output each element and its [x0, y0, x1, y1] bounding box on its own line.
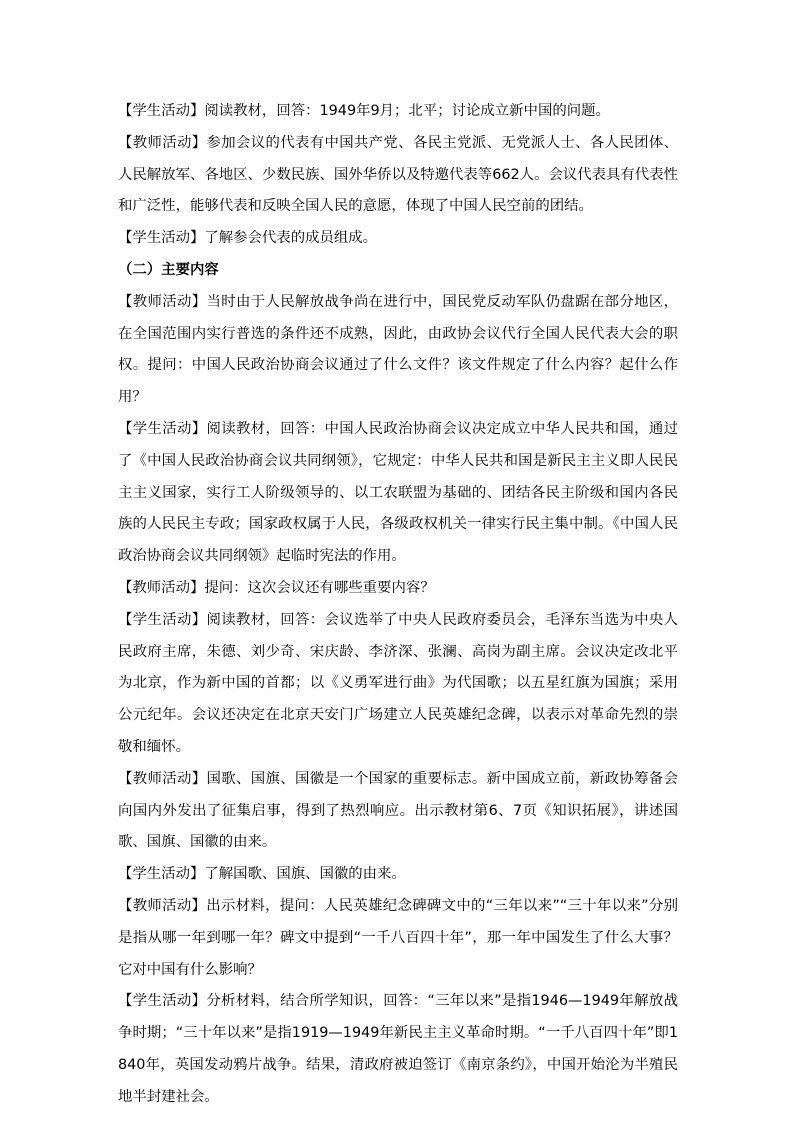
paragraph-6: [118, 573, 678, 605]
paragraph-2: [118, 128, 678, 223]
role-label: 【学生活动】: [118, 993, 207, 1010]
paragraph-7: [118, 605, 678, 764]
paragraph-text: 了解国歌、国旗、国徽的由来。: [204, 866, 406, 883]
paragraph-5: [118, 414, 678, 573]
paragraph-8: [118, 764, 678, 859]
document-page: [118, 96, 678, 1114]
paragraph-text: 出示材料，提问：人民英雄纪念碑碑文中的“三年以来”“三十年以来”分别是指从哪一年到哪一年？碑文中提到“一千八百四十年”，那一年中国发生了什么大事？它对中国有什么影响？: [118, 897, 678, 978]
paragraph-text: 阅读教材，回答：中国人民政治协商会议决定成立中华人民共和国，通过了《中国人民政治协商会议共同纲领》，它规定：中华人民共和国是新民主主义即人民民主主义国家，实行工人阶级领导的、以工农联盟为基础的、团结各民主阶级和国内各民族的人民民主专政；国家政权属于人民，各级政权机关一律实行民主集中制。《中国人民政治协商会议共同纲领》起临时宪法的作用。: [118, 420, 678, 565]
role-label: 【学生活动】: [118, 103, 205, 119]
paragraph-9: [118, 859, 678, 891]
role-label: 【学生活动】: [118, 611, 207, 628]
paragraph-text: 阅读教材，回答：会议选举了中央人民政府委员会，毛泽东当选为中央人民政府主席，朱德、刘少奇、宋庆龄、李济深、张澜、高岗为副主席。会议决定改北平为北京，作为新中国的首都；以《义勇军进行曲》为代国歌；以五星红旗为国旗；采用公元纪年。会议还决定在北京天安门广场建立人民英雄纪念碑，以表示对革命先烈的崇敬和缅怀。: [118, 611, 678, 755]
role-label: 【教师活动】: [118, 770, 207, 787]
paragraph-text: 阅读教材，回答：1949年9月；北平；讨论成立新中国的问题。: [204, 103, 610, 119]
paragraph-text: 当时由于人民解放战争尚在进行中，国民党反动军队仍盘踞在部分地区，在全国范围内实行普选的条件还不成熟，因此，由政协会议代行全国人民代表大会的职权。提问：中国人民政治协商会议通过了什么文件？该文件规定了什么内容？起什么作用？: [118, 293, 678, 406]
role-label: 【教师活动】: [118, 579, 205, 596]
paragraph-4: [118, 287, 678, 414]
paragraph-11: [118, 986, 678, 1113]
paragraph-text: 参加会议的代表有中国共产党、各民主党派、无党派人士、各人民团体、人民解放军、各地区、少数民族、国外华侨以及特邀代表等662人。会议代表具有代表性和广泛性，能够代表和反映全国人民的意愿，体现了中国人民空前的团结。: [118, 134, 678, 215]
section-heading: （二）主要内容: [118, 261, 219, 278]
role-label: 【教师活动】: [118, 293, 207, 310]
paragraph-text: 国歌、国旗、国徽是一个国家的重要标志。新中国成立前，新政协筹备会向国内外发出了征集启事，得到了热烈响应。出示教材第6、7页《知识拓展》，讲述国歌、国旗、国徽的由来。: [118, 770, 678, 851]
paragraph-1: [118, 96, 678, 128]
role-label: 【学生活动】: [118, 230, 205, 247]
role-label: 【学生活动】: [118, 866, 205, 883]
role-label: 【教师活动】: [118, 134, 207, 151]
role-label: 【教师活动】: [118, 897, 207, 914]
paragraph-text: 提问：这次会议还有哪些重要内容？: [204, 579, 435, 596]
paragraph-text: 了解参会代表的成员组成。: [204, 230, 378, 247]
paragraph-10: [118, 891, 678, 986]
role-label: 【学生活动】: [118, 420, 207, 437]
paragraph-text: 分析材料，结合所学知识，回答：“三年以来”是指1946—1949年解放战争时期；“三十年以来”是指1919—1949年新民主主义革命时期。“一千八百四十年”即1840年，英国发动鸦片战争。结果，清政府被迫签订《南京条约》，中国开始沦为半殖民地半封建社会。: [118, 993, 678, 1105]
paragraph-3: [118, 223, 678, 255]
